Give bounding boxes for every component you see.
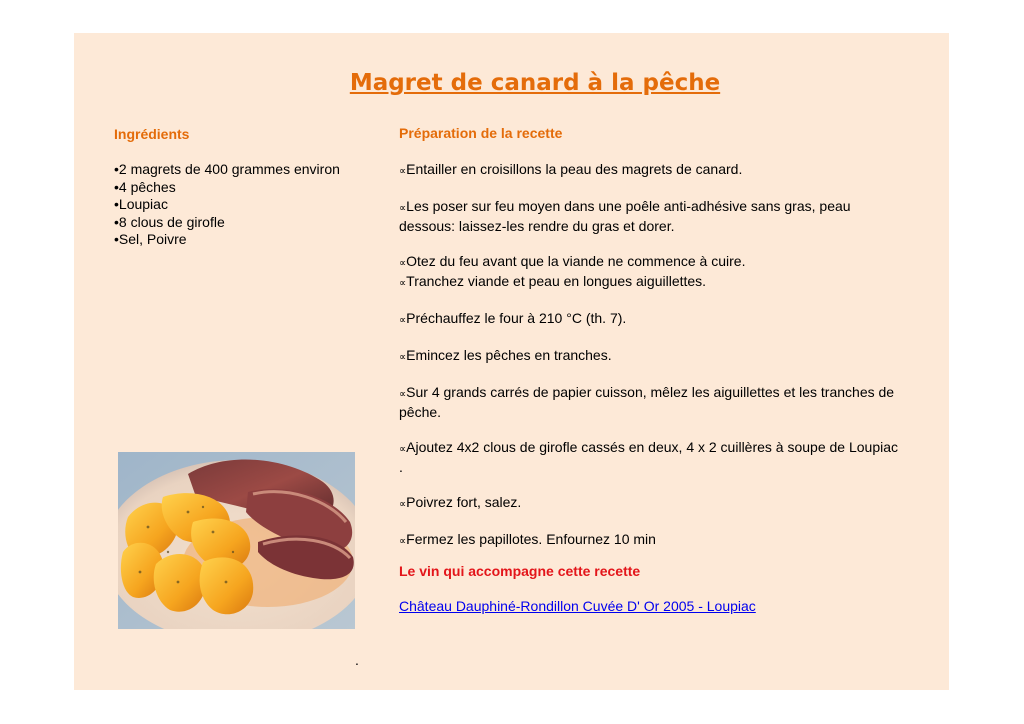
step-item [399, 161, 899, 181]
ingredients-heading: Ingrédients [114, 126, 190, 142]
step-bullet: ∝ [399, 443, 407, 455]
step-text: Préchauffez le four à 210 °C (th. 7). [406, 309, 627, 326]
step-bullet: ∝ [399, 351, 407, 363]
preparation-heading: Préparation de la recette [399, 125, 563, 141]
wine-heading: Le vin qui accompagne cette recette [399, 563, 641, 579]
step-item [399, 273, 899, 293]
step-text: Entailler en croisillons la peau des magrets de canard. [406, 161, 743, 177]
step-text: Fermez les papillotes. Enfournez 10 min [406, 530, 656, 547]
step-item [399, 531, 899, 551]
step-item [399, 198, 899, 235]
step-bullet: ∝ [399, 257, 407, 269]
step-text: Sur 4 grands carrés de papier cuisson, mêlez les aiguillettes et les tranches de pêche. [399, 384, 895, 420]
step-item [399, 494, 899, 514]
ingredient-item: •Sel, Poivre [114, 231, 187, 248]
step-bullet: ∝ [399, 277, 407, 289]
step-text: Les poser sur feu moyen dans une poêle anti-adhésive sans gras, peau dessous: laissez-les rendre du gras et dorer. [399, 198, 851, 234]
preparation-steps [399, 161, 899, 568]
step-item [399, 253, 899, 273]
ingredients-list [114, 161, 340, 249]
step-bullet: ∝ [399, 535, 407, 547]
step-text: Otez du feu avant que la viande ne commence à cuire. [406, 252, 746, 269]
recipe-photo [118, 452, 355, 629]
page-title: Magret de canard à la pêche [349, 70, 721, 96]
step-text: Tranchez viande et peau en longues aiguillettes. [406, 272, 707, 289]
wine-link[interactable]: Château Dauphiné-Rondillon Cuvée D' Or 2005 - Loupiac [399, 598, 756, 614]
ingredient-item: •8 clous de girofle [114, 213, 225, 230]
step-item [399, 310, 899, 330]
ingredient-item: •2 magrets de 400 grammes environ [114, 161, 340, 177]
step-text: Ajoutez 4x2 clous de girofle cassés en deux, 4 x 2 cuillères à soupe de Loupiac . [399, 438, 899, 475]
step-bullet: ∝ [399, 498, 407, 510]
step-bullet: ∝ [399, 389, 407, 401]
step-text: Emincez les pêches en tranches. [406, 346, 612, 363]
ingredient-item: •4 pêches [114, 178, 176, 195]
step-item [399, 384, 899, 421]
footer-dot: . [355, 652, 359, 668]
step-bullet: ∝ [399, 314, 407, 326]
ingredient-item: •Loupiac [114, 196, 168, 213]
step-bullet: ∝ [399, 166, 407, 177]
step-bullet: ∝ [399, 203, 407, 215]
step-item [399, 347, 899, 367]
step-text: Poivrez fort, salez. [406, 493, 522, 510]
step-item [399, 439, 899, 476]
